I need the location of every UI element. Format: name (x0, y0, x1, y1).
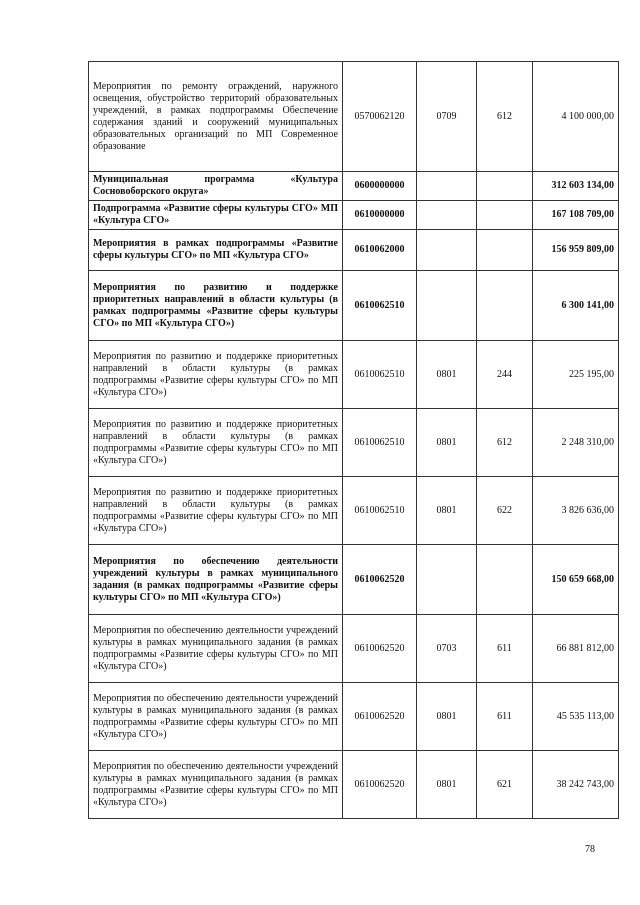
row-section-code: 0801 (417, 683, 477, 751)
row-amount: 225 195,00 (533, 341, 619, 409)
row-expense-type: 621 (477, 751, 533, 819)
row-expense-type: 622 (477, 477, 533, 545)
row-expense-type (477, 545, 533, 615)
table-row (89, 230, 619, 271)
table-row (89, 172, 619, 201)
table-row (89, 62, 619, 172)
row-description: Мероприятия по развитию и поддержке приоритетных направлений в области культуры (в рамках подпрограммы «Развитие сферы культуры СГО» по МП «Культура СГО») (89, 477, 343, 545)
row-target-code: 0610062510 (343, 409, 417, 477)
row-section-code: 0709 (417, 62, 477, 172)
row-target-code: 0610062510 (343, 477, 417, 545)
row-section-code: 0801 (417, 477, 477, 545)
row-expense-type (477, 230, 533, 271)
table-row (89, 341, 619, 409)
row-section-code (417, 172, 477, 201)
row-section-code (417, 201, 477, 230)
row-expense-type (477, 201, 533, 230)
row-target-code: 0610062510 (343, 341, 417, 409)
page-number: 78 (585, 844, 595, 855)
row-expense-type: 611 (477, 683, 533, 751)
table-row (89, 409, 619, 477)
row-target-code: 0610062520 (343, 545, 417, 615)
row-amount: 38 242 743,00 (533, 751, 619, 819)
row-description: Муниципальная программа «Культура Сосновоборского округа» (89, 172, 343, 201)
table-row (89, 615, 619, 683)
table-row (89, 683, 619, 751)
row-description: Мероприятия по обеспечению деятельности учреждений культуры в рамках муниципального задания (в рамках подпрограммы «Развитие сферы культуры СГО» по МП «Культура СГО») (89, 683, 343, 751)
row-section-code: 0801 (417, 751, 477, 819)
row-description: Мероприятия по развитию и поддержке приоритетных направлений в области культуры (в рамках подпрограммы «Развитие сферы культуры СГО» по МП «Культура СГО») (89, 271, 343, 341)
row-amount: 156 959 809,00 (533, 230, 619, 271)
row-description: Мероприятия по обеспечению деятельности учреждений культуры в рамках муниципального задания (в рамках подпрограммы «Развитие сферы культуры СГО» по МП «Культура СГО») (89, 545, 343, 615)
row-target-code: 0600000000 (343, 172, 417, 201)
row-amount: 2 248 310,00 (533, 409, 619, 477)
row-description: Мероприятия по развитию и поддержке приоритетных направлений в области культуры (в рамках подпрограммы «Развитие сферы культуры СГО» по МП «Культура СГО») (89, 409, 343, 477)
row-expense-type: 611 (477, 615, 533, 683)
row-description: Подпрограмма «Развитие сферы культуры СГО» МП «Культура СГО» (89, 201, 343, 230)
row-description: Мероприятия по обеспечению деятельности учреждений культуры в рамках муниципального задания (в рамках подпрограммы «Развитие сферы культуры СГО» по МП «Культура СГО») (89, 751, 343, 819)
row-amount: 66 881 812,00 (533, 615, 619, 683)
row-description: Мероприятия по развитию и поддержке приоритетных направлений в области культуры (в рамках подпрограммы «Развитие сферы культуры СГО» по МП «Культура СГО») (89, 341, 343, 409)
row-amount: 150 659 668,00 (533, 545, 619, 615)
table-row (89, 201, 619, 230)
row-expense-type (477, 172, 533, 201)
row-description: Мероприятия по обеспечению деятельности учреждений культуры в рамках муниципального задания (в рамках подпрограммы «Развитие сферы культуры СГО» по МП «Культура СГО») (89, 615, 343, 683)
row-section-code (417, 545, 477, 615)
row-expense-type: 612 (477, 62, 533, 172)
table-row (89, 751, 619, 819)
row-target-code: 0570062120 (343, 62, 417, 172)
row-amount: 3 826 636,00 (533, 477, 619, 545)
row-section-code: 0801 (417, 341, 477, 409)
row-expense-type: 612 (477, 409, 533, 477)
row-amount: 6 300 141,00 (533, 271, 619, 341)
row-target-code: 0610000000 (343, 201, 417, 230)
row-amount: 4 100 000,00 (533, 62, 619, 172)
table-row (89, 477, 619, 545)
row-target-code: 0610062000 (343, 230, 417, 271)
row-target-code: 0610062520 (343, 615, 417, 683)
row-description: Мероприятия по ремонту ограждений, наружного освещения, обустройство территорий образовательных учреждений, в рамках подпрограммы Обеспечение содержания зданий и сооружений муниципальных образовательных организаций по МП Современное образование (89, 62, 343, 172)
table-row (89, 545, 619, 615)
row-section-code: 0703 (417, 615, 477, 683)
row-section-code (417, 271, 477, 341)
row-expense-type: 244 (477, 341, 533, 409)
row-expense-type (477, 271, 533, 341)
row-section-code: 0801 (417, 409, 477, 477)
row-amount: 167 108 709,00 (533, 201, 619, 230)
row-amount: 312 603 134,00 (533, 172, 619, 201)
row-target-code: 0610062520 (343, 683, 417, 751)
budget-table-body (89, 62, 619, 819)
row-description: Мероприятия в рамках подпрограммы «Развитие сферы культуры СГО» по МП «Культура СГО» (89, 230, 343, 271)
budget-table (88, 61, 619, 819)
row-target-code: 0610062520 (343, 751, 417, 819)
row-target-code: 0610062510 (343, 271, 417, 341)
row-section-code (417, 230, 477, 271)
table-row (89, 271, 619, 341)
row-amount: 45 535 113,00 (533, 683, 619, 751)
